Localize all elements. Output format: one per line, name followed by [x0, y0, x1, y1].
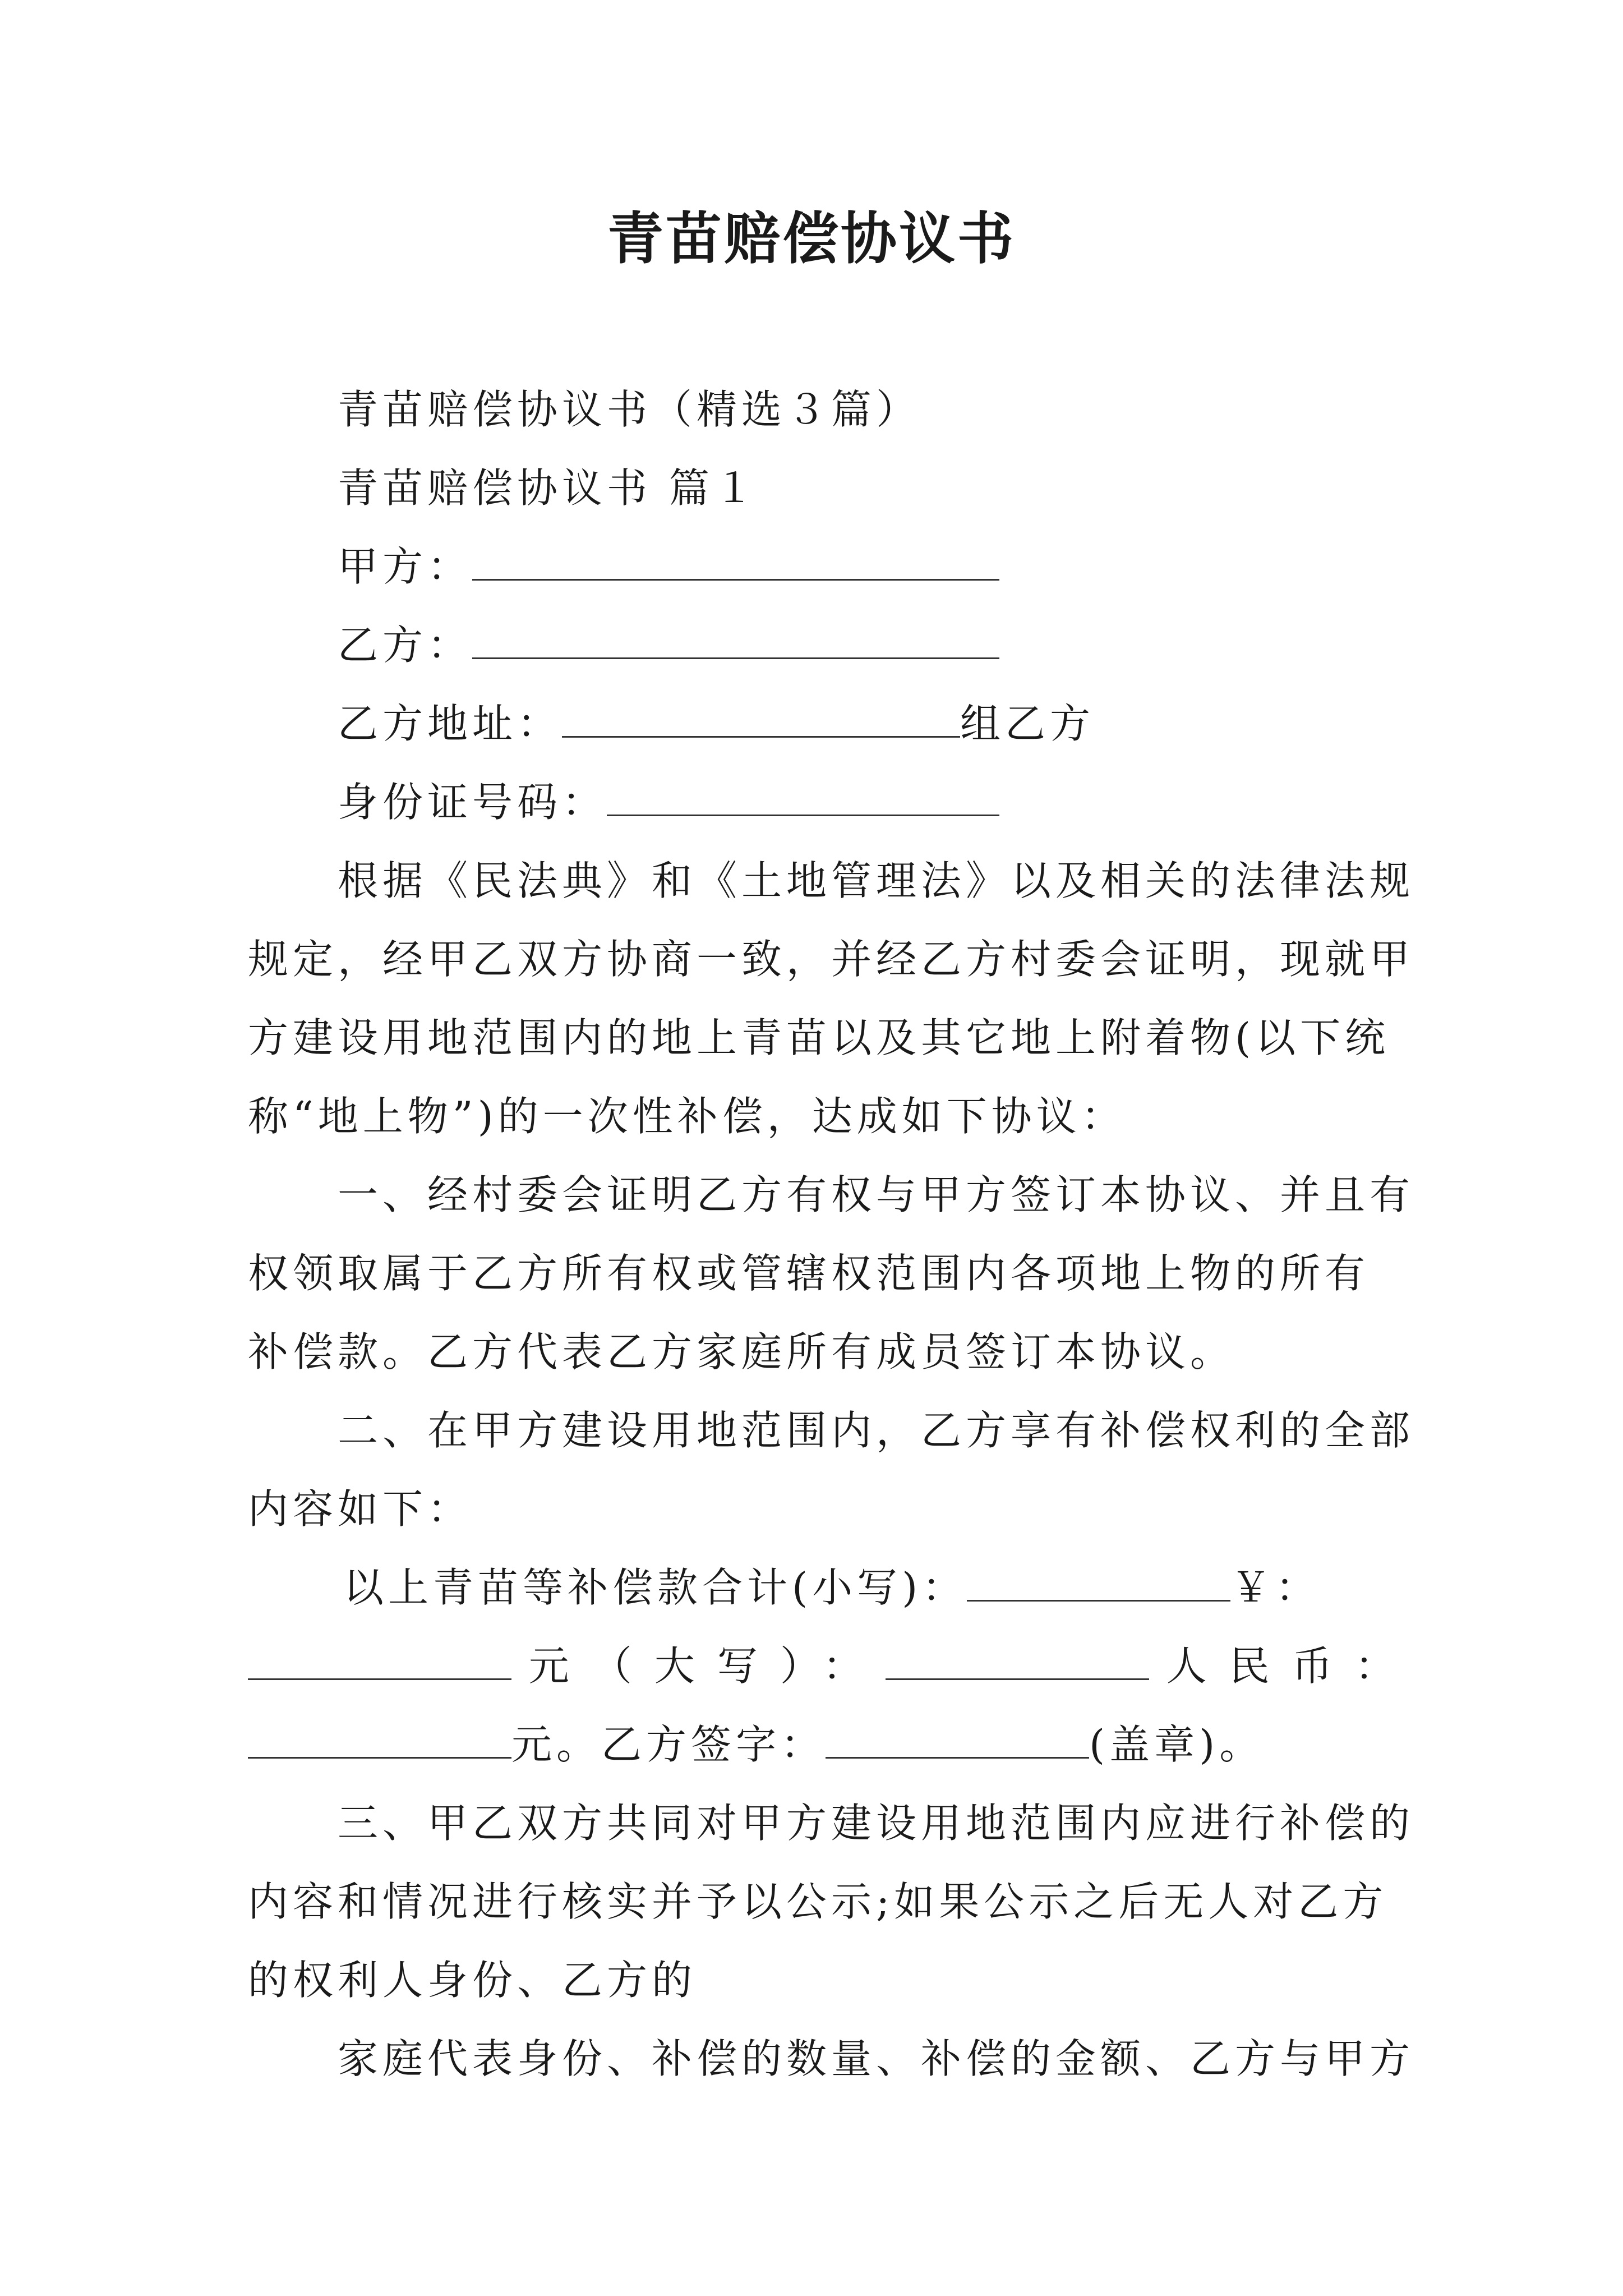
intro-line: 规定，经甲乙双方协商一致，并经乙方村委会证明，现就甲 — [248, 936, 1415, 983]
clause-3-line: 三、甲乙双方共同对甲方建设用地范围内应进行补偿的 — [338, 1800, 1415, 1847]
intro-line: 方建设用地范围内的地上青苗以及其它地上附着物(以下统 — [248, 1014, 1390, 1061]
seal-label: (盖章)。 — [1089, 1721, 1265, 1768]
intro-line: 根据《民法典》和《土地管理法》以及相关的法律法规 — [338, 857, 1415, 904]
yuan-big-label: 元（大写）： — [528, 1642, 886, 1690]
party-b-label: 乙方： — [338, 622, 473, 669]
signature-blank — [826, 1718, 1089, 1759]
party-a-row — [248, 527, 1392, 606]
clause-3-line: 的权利人身份、乙方的 — [248, 1957, 697, 2004]
id-number-blank — [607, 775, 999, 816]
subtitle-line: 青苗赔偿协议书（精选３篇） — [338, 386, 921, 433]
yuan-end-label: 元。乙方签字： — [511, 1721, 826, 1768]
party-b-address-label: 乙方地址： — [338, 700, 562, 747]
section-heading: 青苗赔偿协议书 篇１ — [338, 464, 759, 512]
clause-3-line: 内容和情况进行核实并予以公示;如果公示之后无人对乙方 — [248, 1878, 1388, 1925]
clause-1-line: 权领取属于乙方所有权或管辖权范围内各项地上物的所有 — [248, 1250, 1370, 1297]
document-title: 青苗赔偿协议书 — [607, 205, 1016, 272]
id-number-row — [248, 763, 1392, 841]
compensation-row-3 — [248, 1705, 1392, 1784]
party-b-blank — [472, 618, 999, 659]
party-a-label: 甲方： — [338, 543, 473, 590]
rmb-amount-blank — [248, 1718, 511, 1759]
yen-label: ￥： — [1230, 1564, 1321, 1611]
party-b-address-blank — [562, 697, 960, 738]
big-amount-blank — [886, 1639, 1149, 1680]
clause-2-line: 二、在甲方建设用地范围内，乙方享有补偿权利的全部 — [338, 1407, 1415, 1454]
clause-1-line: 补偿款。乙方代表乙方家庭所有成员签订本协议。 — [248, 1328, 1235, 1375]
party-b-address-suffix: 组乙方 — [960, 700, 1095, 747]
clause-1-line: 一、经村委会证明乙方有权与甲方签订本协议、并且有 — [338, 1171, 1415, 1218]
clause-2-line: 内容如下： — [248, 1485, 473, 1533]
party-b-row — [248, 606, 1392, 684]
rmb-label: 人民币： — [1166, 1642, 1418, 1690]
clause-3-line: 家庭代表身份、补偿的数量、补偿的金额、乙方与甲方 — [338, 2035, 1415, 2082]
total-small-blank — [967, 1561, 1230, 1602]
total-small-label: 以上青苗等补偿款合计(小写)： — [343, 1564, 967, 1611]
document-body — [248, 370, 1418, 2098]
yen-amount-blank — [248, 1639, 511, 1680]
compensation-row-2 — [248, 1627, 1418, 1705]
id-number-label: 身份证号码： — [338, 779, 607, 826]
party-b-address-row — [248, 684, 1392, 763]
intro-line: 称“地上物”)的一次性补偿，达成如下协议： — [248, 1093, 1126, 1140]
party-a-blank — [472, 540, 999, 581]
compensation-row-1 — [248, 1548, 1392, 1627]
